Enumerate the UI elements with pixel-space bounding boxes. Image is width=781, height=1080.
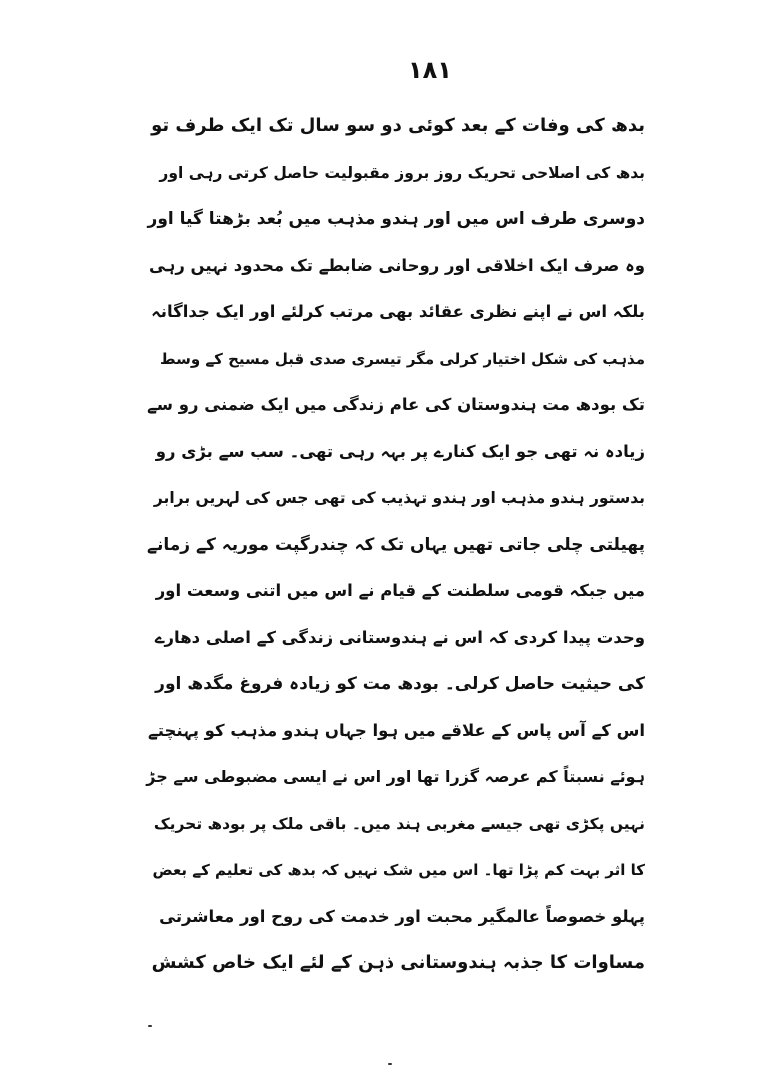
text-line: پھیلتی چلی جاتی تھیں یہاں تک کہ چندرگپت موریہ کے زمانے bbox=[147, 534, 645, 555]
scan-speck bbox=[388, 1063, 392, 1065]
text-line: بلکہ اس نے اپنے نظری عقائد بھی مرتب کرلئے اور ایک جداگانہ bbox=[151, 302, 645, 321]
text-line: بدستور ہندو مذہب اور ہندو تہذیب کی تھی جس کی لہریں برابر bbox=[153, 489, 645, 507]
text-line: ہوئے نسبتاً کم عرصہ گزرا تھا اور اس نے ایسی مضبوطی سے جڑ bbox=[146, 767, 645, 786]
text-line: مساوات کا جذبہ ہندوستانی ذہن کے لئے ایک خاص کشش bbox=[151, 952, 645, 973]
text-line: دوسری طرف اس میں اور ہندو مذہب میں بُعد بڑھتا گیا اور bbox=[147, 209, 645, 229]
text-line: بدھ کی وفات کے بعد کوئی دو سو سال تک ایک طرف تو bbox=[151, 115, 645, 136]
text-line: وہ صرف ایک اخلاقی اور روحانی ضابطے تک محدود نہیں رہی bbox=[148, 255, 645, 275]
page-number: ۱۸۱ bbox=[408, 56, 452, 84]
text-line: کی حیثیت حاصل کرلی۔ بودھ مت کو زیادہ فروغ مگدھ اور bbox=[155, 674, 645, 694]
text-line: مذہب کی شکل اختیار کرلی مگر تیسری صدی قبل مسیح کے وسط bbox=[160, 349, 645, 368]
text-line: اس کے آس پاس کے علاقے میں ہوا جہاں ہندو مذہب کو پہنچتے bbox=[148, 720, 645, 740]
text-line: نہیں پکڑی تھی جیسے مغربی ہند میں۔ باقی ملک پر بودھ تحریک bbox=[153, 814, 645, 833]
text-line: پہلو خصوصاً عالمگیر محبت اور خدمت کی روح اور معاشرتی bbox=[159, 906, 645, 926]
text-line: کا اثر بہت کم پڑا تھا۔ اس میں شک نہیں کہ بدھ کی تعلیم کے بعض bbox=[152, 861, 645, 879]
text-line: زیادہ نہ تھی جو ایک کنارے پر بہہ رہی تھی۔ سب سے بڑی رو bbox=[155, 441, 645, 461]
text-line: بدھ کی اصلاحی تحریک روز بروز مقبولیت حاصل کرتی رہی اور bbox=[159, 163, 645, 182]
text-line: تک بودھ مت ہندوستان کی عام زندگی میں ایک ضمنی رو سے bbox=[147, 395, 645, 414]
text-line: میں جبکہ قومی سلطنت کے قیام نے اس میں اتنی وسعت اور bbox=[155, 581, 645, 600]
body-text bbox=[145, 103, 645, 987]
text-line: وحدت پیدا کردی کہ اس نے ہندوستانی زندگی کے اصلی دھارے bbox=[154, 627, 645, 647]
scan-speck bbox=[148, 1025, 152, 1027]
